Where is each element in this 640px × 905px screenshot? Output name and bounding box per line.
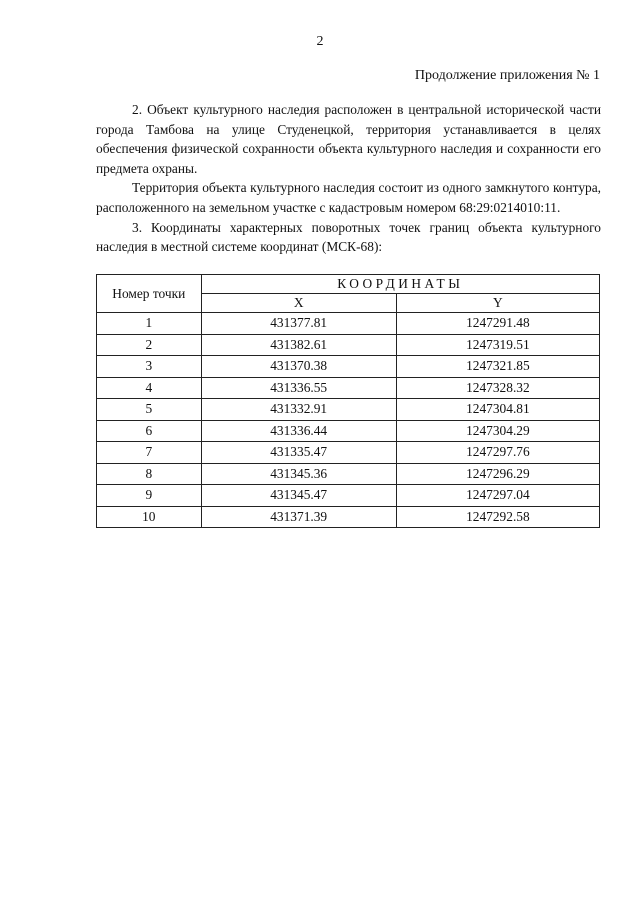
table-row: [97, 442, 600, 464]
y-coordinate-cell: 1247319.51: [396, 334, 599, 356]
x-coordinate-cell: 431332.91: [201, 399, 396, 421]
x-coordinate-cell: 431335.47: [201, 442, 396, 464]
y-coordinate-cell: 1247321.85: [396, 356, 599, 378]
y-coordinate-cell: 1247304.29: [396, 420, 599, 442]
x-coordinate-cell: 431345.47: [201, 485, 396, 507]
point-number-cell: 3: [97, 356, 202, 378]
table-row: [97, 506, 600, 528]
point-number-cell: 10: [97, 506, 202, 528]
header-coordinates: КООРДИНАТЫ: [201, 275, 599, 294]
x-coordinate-cell: 431370.38: [201, 356, 396, 378]
coordinates-table: [96, 274, 600, 528]
point-number-cell: 5: [97, 399, 202, 421]
paragraph-object-location: 2. Объект культурного наследия расположен в центральной исторической части города Тамбова на улице Студенецкой, территория устанавливается в целях обеспечения физической сохранности объекта культурного наследия и сохранности его предмета охраны.: [96, 102, 601, 176]
document-body: [96, 100, 601, 257]
point-number-cell: 8: [97, 463, 202, 485]
x-coordinate-cell: 431382.61: [201, 334, 396, 356]
y-coordinate-cell: 1247297.76: [396, 442, 599, 464]
table-row: [97, 377, 600, 399]
table-row: [97, 420, 600, 442]
point-number-cell: 7: [97, 442, 202, 464]
point-number-cell: 1: [97, 313, 202, 335]
header-y: Y: [396, 294, 599, 313]
table-row: [97, 356, 600, 378]
y-coordinate-cell: 1247292.58: [396, 506, 599, 528]
table-row: [97, 334, 600, 356]
table-row: [97, 485, 600, 507]
table-row: [97, 313, 600, 335]
point-number-cell: 9: [97, 485, 202, 507]
point-number-cell: 2: [97, 334, 202, 356]
table-header-row: [97, 275, 600, 294]
point-number-cell: 4: [97, 377, 202, 399]
y-coordinate-cell: 1247291.48: [396, 313, 599, 335]
y-coordinate-cell: 1247296.29: [396, 463, 599, 485]
x-coordinate-cell: 431377.81: [201, 313, 396, 335]
table-row: [97, 463, 600, 485]
x-coordinate-cell: 431336.55: [201, 377, 396, 399]
table-row: [97, 399, 600, 421]
appendix-continuation-note: Продолжение приложения № 1: [414, 68, 600, 83]
paragraph-territory-contour: Территория объекта культурного наследия состоит из одного замкнутого контура, расположенного на земельном участке с кадастровым номером 68:29:0214010:11.: [96, 180, 601, 215]
y-coordinate-cell: 1247304.81: [396, 399, 599, 421]
x-coordinate-cell: 431345.36: [201, 463, 396, 485]
header-point-number: Номер точки: [97, 275, 202, 313]
y-coordinate-cell: 1247297.04: [396, 485, 599, 507]
x-coordinate-cell: 431336.44: [201, 420, 396, 442]
header-x: X: [201, 294, 396, 313]
paragraph-coordinates-intro: 3. Координаты характерных поворотных точек границ объекта культурного наследия в местной системе координат (МСК-68):: [96, 219, 601, 255]
y-coordinate-cell: 1247328.32: [396, 377, 599, 399]
point-number-cell: 6: [97, 420, 202, 442]
x-coordinate-cell: 431371.39: [201, 506, 396, 528]
page-number: 2: [316, 34, 324, 49]
